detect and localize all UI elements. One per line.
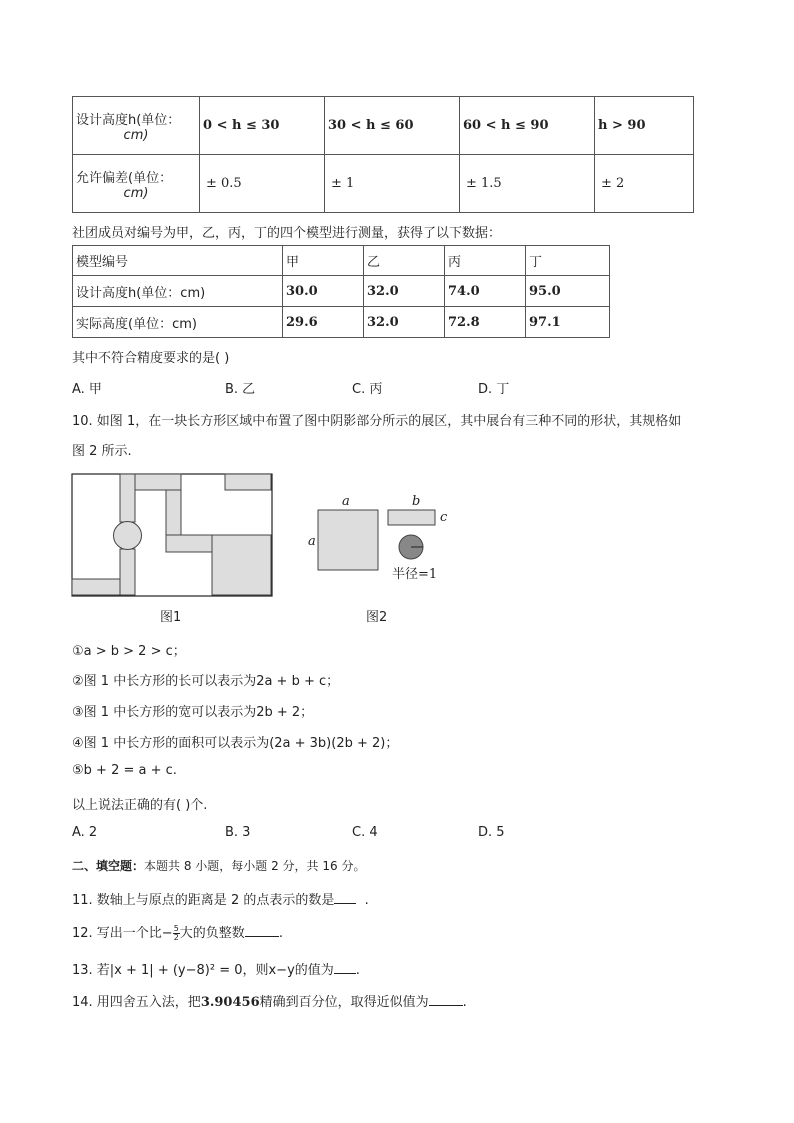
q9-option-c: C. 丙	[352, 382, 383, 397]
fig2-label-c: c	[440, 510, 448, 525]
table-cell: ± 1	[325, 155, 460, 213]
q11	[72, 889, 369, 908]
table-cell: ± 1.5	[460, 155, 595, 213]
answer-blank[interactable]	[429, 993, 463, 1006]
table-row	[73, 155, 694, 213]
fig2-label-radius: 半径=1	[392, 567, 438, 582]
table-header-cell: 甲	[283, 246, 364, 276]
answer-blank[interactable]	[245, 924, 279, 937]
q11-end: .	[364, 893, 369, 908]
cell-label: 设计高度h(单位：	[76, 112, 181, 128]
table-cell: 72.8	[445, 307, 526, 338]
cell-label: 允许偏差(单位：	[76, 170, 173, 186]
table-cell	[73, 155, 200, 213]
q14-suffix: 精确到百分位，取得近似值为	[259, 995, 429, 1010]
fraction	[173, 925, 180, 942]
statement-1: ①a > b > 2 > c；	[72, 644, 186, 659]
measurement-table	[72, 245, 610, 338]
q12-prefix: 12. 写出一个比−	[72, 926, 173, 941]
table-cell: 32.0	[364, 276, 445, 307]
q10-stem-line2: 图 2 所示.	[72, 444, 132, 459]
fig2-label-a-left: a	[308, 534, 316, 549]
fig2-label-a-top: a	[342, 494, 350, 509]
q10-option-c: C. 4	[352, 825, 378, 840]
table-header-cell: 模型编号	[73, 246, 283, 276]
q10-stem-line1: 10. 如图 1，在一块长方形区域中布置了图中阴影部分所示的展区，其中展台有三种不同的形状，其规格如	[72, 414, 682, 429]
q9-option-d: D. 丁	[478, 382, 510, 397]
answer-blank[interactable]	[334, 891, 356, 904]
table-cell: 60 < h ≤ 90	[460, 97, 595, 155]
q10-ask: 以上说法正确的有( )个.	[72, 798, 208, 813]
table-cell: 97.1	[526, 307, 610, 338]
table-cell: 32.0	[364, 307, 445, 338]
table-row	[73, 307, 610, 338]
q11-text: 11. 数轴上与原点的距离是 2 的点表示的数是	[72, 893, 335, 908]
table-row	[73, 246, 610, 276]
q13-text: 13. 若|x + 1| + (y−8)² = 0，则x−y的值为	[72, 963, 334, 978]
q12	[72, 922, 283, 942]
table-cell: 30.0	[283, 276, 364, 307]
tolerance-table	[72, 96, 694, 213]
statement-4: ④图 1 中长方形的面积可以表示为(2a + 3b)(2b + 2)；	[72, 736, 399, 751]
fig2-label-b: b	[412, 494, 421, 509]
fraction-numerator: 5	[173, 924, 179, 933]
cell-unit: cm)	[123, 127, 149, 143]
table-header-cell: 乙	[364, 246, 445, 276]
table-cell	[73, 97, 200, 155]
table-cell: h > 90	[595, 97, 694, 155]
q10-option-a: A. 2	[72, 825, 98, 840]
q9-stem: 其中不符合精度要求的是( )	[72, 351, 230, 366]
table-cell: 设计高度h(单位：cm)	[73, 276, 283, 307]
q12-end: .	[278, 926, 283, 941]
table-cell: 0 < h ≤ 30	[200, 97, 325, 155]
statement-5: ⑤b + 2 = a + c.	[72, 763, 177, 778]
q14-prefix: 14. 用四舍五入法，把	[72, 995, 201, 1010]
section-2-body: 本题共 8 小题，每小题 2 分，共 16 分。	[144, 859, 366, 873]
section-2-prefix: 二、填空题：	[72, 859, 145, 873]
table-cell: 95.0	[526, 276, 610, 307]
statement-3: ③图 1 中长方形的宽可以表示为2b + 2；	[72, 705, 314, 720]
table-header-cell: 丁	[526, 246, 610, 276]
statement-2: ②图 1 中长方形的长可以表示为2a + b + c；	[72, 674, 340, 689]
q14-end: .	[462, 995, 467, 1010]
table-cell: 实际高度(单位：cm)	[73, 307, 283, 338]
table-cell: ± 0.5	[200, 155, 325, 213]
figure-1	[70, 472, 276, 600]
answer-blank[interactable]	[334, 961, 356, 974]
table-cell: 74.0	[445, 276, 526, 307]
q13	[72, 959, 360, 978]
figure-2-caption: 图2	[366, 610, 388, 625]
figure-1-caption: 图1	[160, 610, 182, 625]
section-2-heading	[72, 857, 365, 874]
table-cell: 29.6	[283, 307, 364, 338]
table-cell: ± 2	[595, 155, 694, 213]
q10-option-d: D. 5	[478, 825, 505, 840]
cell-unit: cm)	[123, 185, 149, 201]
q14-number: 3.90456	[200, 995, 260, 1010]
q12-suffix: 大的负整数	[179, 926, 245, 941]
q10-option-b: B. 3	[225, 825, 251, 840]
q9-option-b: B. 乙	[225, 382, 256, 397]
table-row	[73, 276, 610, 307]
q13-end: .	[355, 963, 360, 978]
q9-option-a: A. 甲	[72, 382, 102, 397]
table-header-cell: 丙	[445, 246, 526, 276]
fraction-denominator: 2	[173, 933, 179, 942]
table-row	[73, 97, 694, 155]
q14	[72, 991, 467, 1010]
table-cell: 30 < h ≤ 60	[325, 97, 460, 155]
intro-text: 社团成员对编号为甲，乙，丙，丁的四个模型进行测量，获得了以下数据：	[72, 226, 502, 241]
